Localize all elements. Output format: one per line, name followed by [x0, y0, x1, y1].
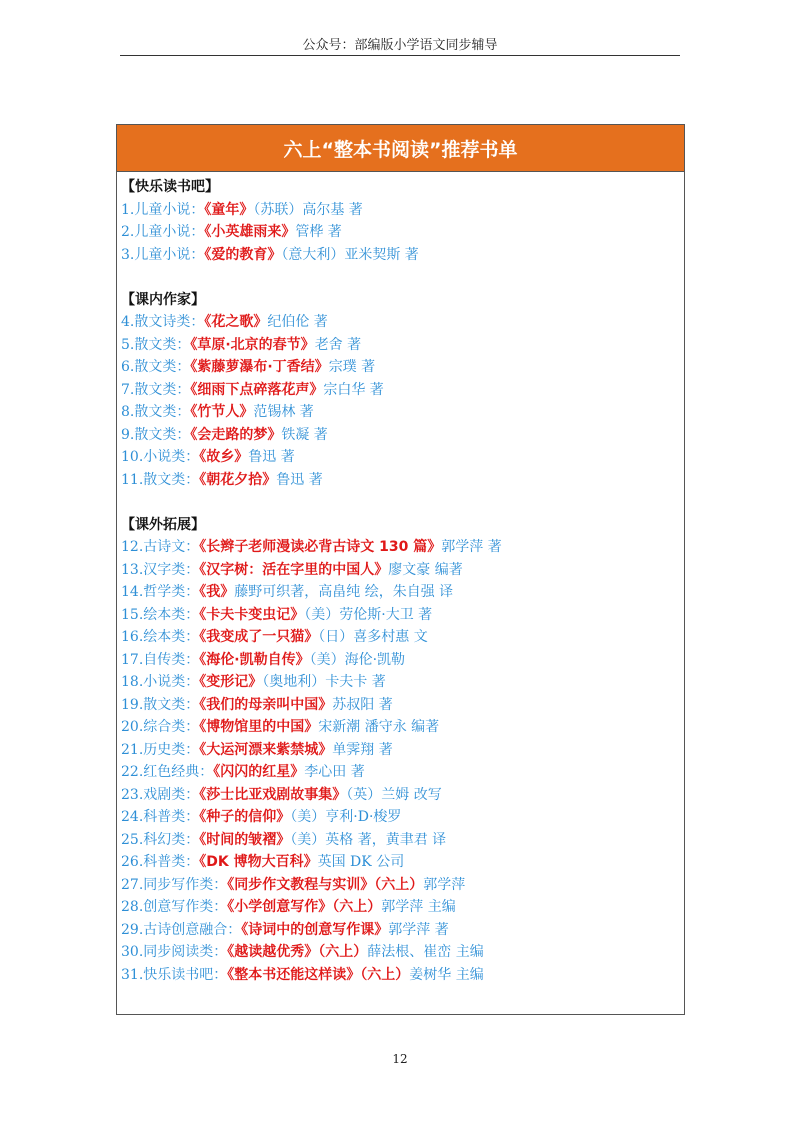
book-category: 29.古诗创意融合： — [121, 921, 242, 938]
book-author: （意大利）亚米契斯 著 — [281, 246, 419, 263]
book-author: 鲁迅 著 — [248, 449, 295, 465]
book-list-item — [121, 784, 684, 807]
book-title: 《诗词中的创意写作课》 — [241, 921, 389, 938]
book-list-item — [121, 761, 684, 784]
book-author: 鲁迅 著 — [276, 471, 323, 488]
section-spacer — [121, 491, 684, 514]
book-list-item — [121, 716, 684, 739]
book-author: （苏联）高尔基 著 — [253, 201, 363, 218]
book-author: 廖文豪 编著 — [388, 561, 463, 578]
book-list-item — [121, 581, 684, 604]
book-author: 李心田 著 — [304, 764, 365, 780]
book-category: 7.散文类： — [121, 381, 191, 398]
book-list-item — [121, 311, 684, 334]
book-author: 英国 DK 公司 — [317, 854, 405, 870]
book-list-item — [121, 649, 684, 672]
book-title: 《海伦·凯勒自传》 — [199, 651, 310, 668]
book-title: 《长辫子老师漫读必背古诗文 130 篇》 — [199, 539, 442, 555]
book-author: 单霁翔 著 — [332, 741, 393, 758]
book-author: 宗白华 著 — [323, 381, 384, 398]
book-category: 14.哲学类： — [121, 584, 200, 600]
book-author: 姜树华 主编 — [409, 966, 484, 983]
book-list-item — [121, 671, 684, 694]
book-category: 31.快乐读书吧： — [121, 966, 228, 983]
book-category: 17.自传类： — [121, 651, 200, 668]
book-title: 《闪闪的红星》 — [213, 764, 305, 780]
book-list-item — [121, 896, 684, 919]
book-title: 《童年》 — [204, 201, 254, 218]
book-title: 《故乡》 — [199, 449, 249, 465]
book-category: 6.散文类： — [121, 359, 191, 375]
book-title: 《大运河漂来紫禁城》 — [199, 741, 333, 758]
book-category: 9.散文类： — [121, 426, 191, 443]
book-title: 《整本书还能这样读》（六上） — [227, 966, 410, 983]
book-author: 老舍 著 — [314, 336, 362, 353]
book-list-item — [121, 806, 684, 829]
book-category: 13.汉字类： — [121, 561, 200, 578]
book-title: 《汉字树：活在字里的中国人》 — [199, 561, 389, 578]
book-author: 苏叔阳 著 — [332, 696, 393, 713]
book-category: 19.散文类： — [121, 696, 200, 713]
book-category: 26.科普类： — [121, 854, 200, 870]
book-author: （美）英格 著，黄聿君 译 — [290, 831, 447, 848]
book-title: 《DK 博物大百科》 — [199, 854, 318, 870]
book-title: 《会走路的梦》 — [190, 426, 282, 443]
page-number: 12 — [392, 1052, 408, 1066]
book-category: 1.儿童小说： — [121, 201, 205, 218]
table-title: 六上“整本书阅读”推荐书单 — [117, 125, 684, 172]
book-list-item — [121, 559, 684, 582]
book-author: 藤野可织著，高畠纯 绘，朱自强 译 — [234, 584, 454, 600]
book-category: 24.科普类： — [121, 809, 200, 825]
book-list-item — [121, 941, 684, 964]
book-category: 27.同步写作类： — [121, 876, 228, 893]
book-category: 18.小说类： — [121, 674, 200, 690]
book-title: 《同步作文教程与实训》（六上） — [227, 876, 424, 893]
book-list-item — [121, 469, 684, 492]
book-list-item — [121, 851, 684, 874]
book-author: 范锡林 著 — [253, 404, 314, 420]
book-author: 薛法根、崔峦 主编 — [367, 944, 484, 960]
book-author: （奥地利）卡夫卡 著 — [262, 674, 386, 690]
book-category: 2.儿童小说： — [121, 224, 205, 240]
book-title: 《我们的母亲叫中国》 — [199, 696, 333, 713]
book-title: 《朝花夕拾》 — [199, 471, 277, 488]
book-list-item — [121, 334, 684, 357]
book-author: （美）亨利·D·梭罗 — [290, 809, 402, 825]
book-title: 《花之歌》 — [204, 314, 268, 330]
section-happy-reading-heading: 【快乐读书吧】 — [121, 179, 219, 195]
book-title: 《越读越优秀》（六上） — [227, 944, 368, 960]
book-author: 郭学萍 主编 — [381, 899, 456, 915]
book-author: 郭学萍 著 — [441, 539, 502, 555]
book-title: 《我变成了一只猫》 — [199, 629, 319, 645]
book-title: 《变形记》 — [199, 674, 263, 690]
book-category: 21.历史类： — [121, 741, 200, 758]
book-category: 12.古诗文： — [121, 539, 200, 555]
book-title: 《细雨下点碎落花声》 — [190, 381, 324, 398]
book-author: （日）喜多村惠 文 — [318, 629, 428, 645]
book-author: 郭学萍 著 — [388, 921, 449, 938]
book-category: 25.科幻类： — [121, 831, 200, 848]
book-list-item — [121, 964, 684, 987]
book-list-content — [117, 172, 684, 986]
book-list-item — [121, 919, 684, 942]
page-header: 公众号：部编版小学语文同步辅导 — [302, 38, 498, 53]
book-list-item — [121, 446, 684, 469]
book-category: 30.同步阅读类： — [121, 944, 228, 960]
book-title: 《种子的信仰》 — [199, 809, 291, 825]
book-list-item — [121, 221, 684, 244]
book-title: 《博物馆里的中国》 — [199, 719, 319, 735]
book-list-item — [121, 829, 684, 852]
book-category: 4.散文诗类： — [121, 314, 205, 330]
book-list-item — [121, 379, 684, 402]
book-list-item — [121, 694, 684, 717]
book-author: 管桦 著 — [295, 224, 342, 240]
book-author: 铁凝 著 — [281, 426, 328, 443]
book-list-table — [116, 124, 685, 1015]
book-category: 10.小说类： — [121, 449, 200, 465]
book-title: 《小英雄雨来》 — [204, 224, 296, 240]
book-author: （美）劳伦斯·大卫 著 — [304, 606, 433, 623]
book-author: 宋新潮 潘守永 编著 — [318, 719, 440, 735]
book-category: 23.戏剧类： — [121, 786, 200, 803]
header-rule — [120, 55, 680, 56]
book-list-item — [121, 356, 684, 379]
book-category: 28.创意写作类： — [121, 899, 228, 915]
book-category: 8.散文类： — [121, 404, 191, 420]
book-title: 《卡夫卡变虫记》 — [199, 606, 305, 623]
book-title: 《爱的教育》 — [204, 246, 282, 263]
section-in-class-authors-heading: 【课内作家】 — [121, 291, 205, 308]
book-category: 20.综合类： — [121, 719, 200, 735]
book-title: 《小学创意写作》（六上） — [227, 899, 382, 915]
book-title: 《我》 — [199, 584, 235, 600]
book-category: 22.红色经典： — [121, 764, 214, 780]
section-extended-reading-heading: 【课外拓展】 — [121, 516, 205, 533]
book-category: 5.散文类： — [121, 336, 191, 353]
book-list-item — [121, 536, 684, 559]
book-title: 《时间的皱褶》 — [199, 831, 291, 848]
book-list-item — [121, 739, 684, 762]
book-list-item — [121, 604, 684, 627]
book-title: 《竹节人》 — [190, 404, 254, 420]
book-category: 16.绘本类： — [121, 629, 200, 645]
book-title: 《莎士比亚戏剧故事集》 — [199, 786, 347, 803]
section-spacer — [121, 266, 684, 289]
book-list-item — [121, 244, 684, 267]
book-author: 纪伯伦 著 — [267, 314, 328, 330]
book-category: 11.散文类： — [121, 471, 200, 488]
book-list-item — [121, 626, 684, 649]
book-author: （美）海伦·凯勒 — [309, 651, 406, 668]
book-category: 15.绘本类： — [121, 606, 200, 623]
book-title: 《草原·北京的春节》 — [190, 336, 315, 353]
book-title: 《紫藤萝瀑布·丁香结》 — [190, 359, 329, 375]
book-list-item — [121, 401, 684, 424]
book-list-item — [121, 199, 684, 222]
book-category: 3.儿童小说： — [121, 246, 205, 263]
book-author: 郭学萍 — [423, 876, 466, 893]
book-list-item — [121, 424, 684, 447]
book-author: （英）兰姆 改写 — [346, 786, 442, 803]
book-list-item — [121, 874, 684, 897]
book-author: 宗璞 著 — [328, 359, 376, 375]
